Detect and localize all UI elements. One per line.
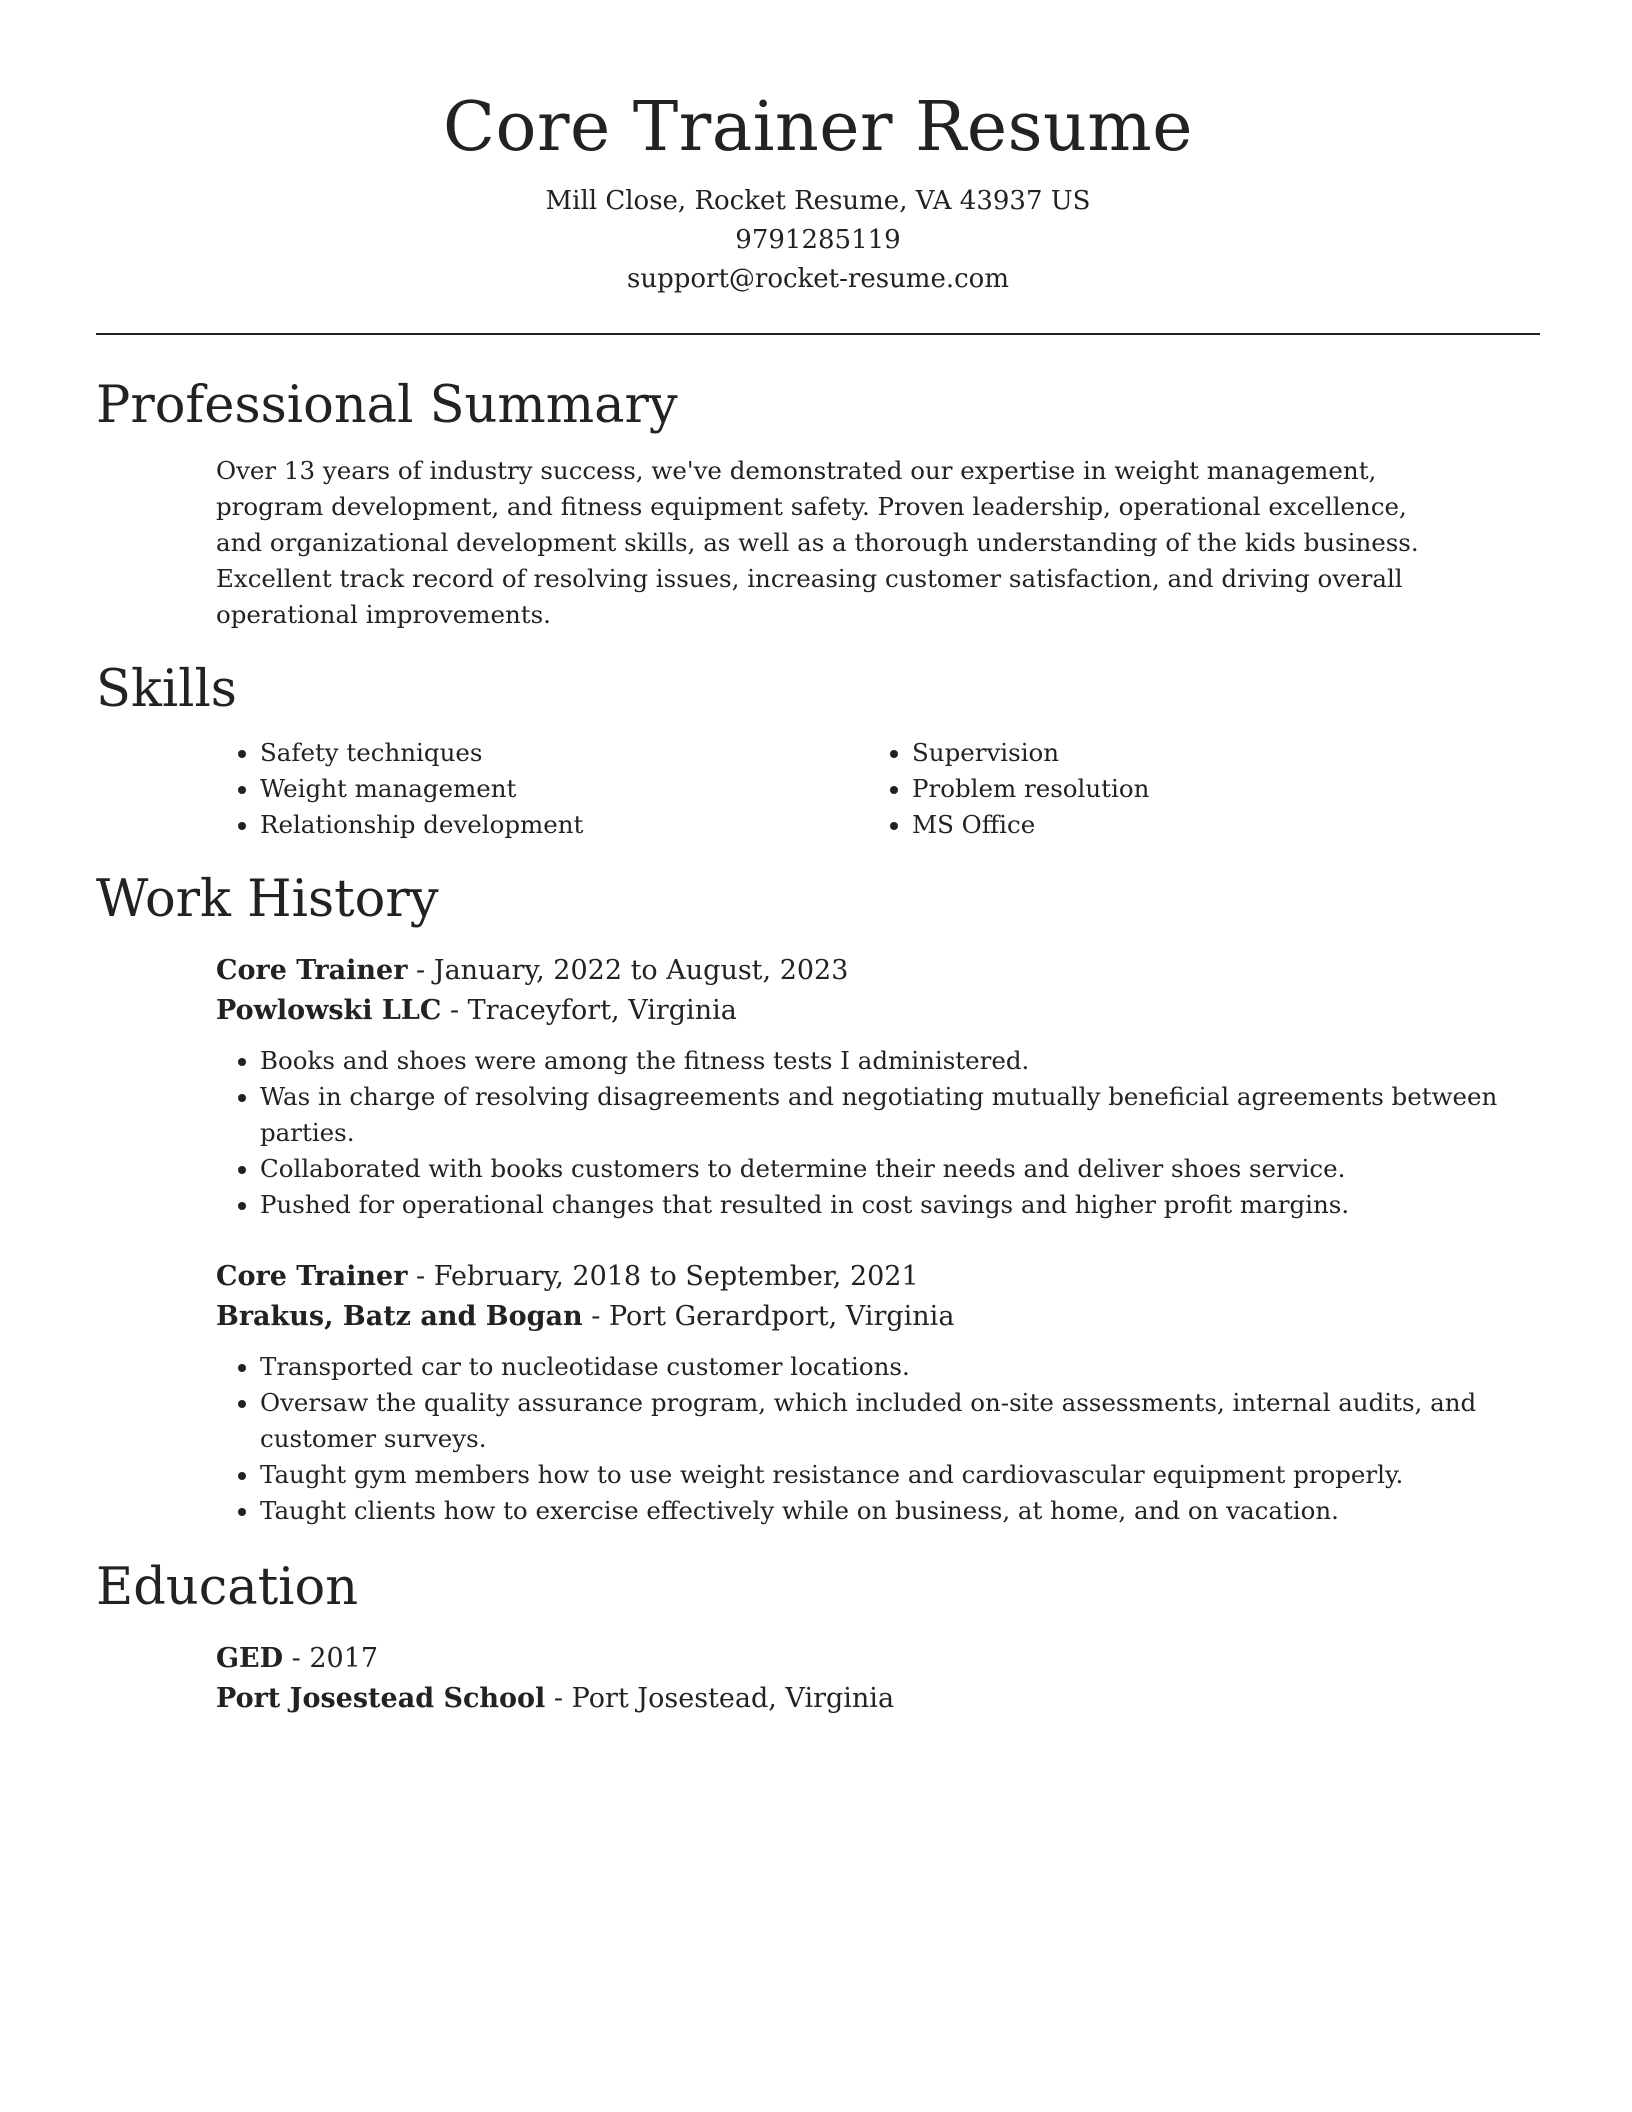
education-location: Port Josestead, Virginia bbox=[571, 1683, 895, 1714]
contact-info bbox=[96, 182, 1540, 299]
job-bullet: • Was in charge of resolving disagreements and negotiating mutually beneficial agreements between parties. bbox=[260, 1079, 1540, 1151]
job-company: Brakus, Batz and Bogan bbox=[216, 1301, 583, 1332]
education-school-line bbox=[216, 1679, 1540, 1719]
job-bullet: • Taught gym members how to use weight resistance and cardiovascular equipment properly. bbox=[260, 1457, 1540, 1493]
job-dates: February, 2018 to September, 2021 bbox=[433, 1261, 919, 1292]
separator: - bbox=[407, 955, 434, 986]
skill-item: • Weight management bbox=[260, 771, 868, 807]
education-degree-line bbox=[216, 1639, 1540, 1679]
contact-email: support@rocket-resume.com bbox=[626, 264, 1009, 294]
job-bullet: • Transported car to nucleotidase customer locations. bbox=[260, 1349, 1540, 1385]
job-location: Traceyfort, Virginia bbox=[467, 995, 737, 1026]
separator: - bbox=[283, 1643, 310, 1674]
education-school: Port Josestead School bbox=[216, 1683, 546, 1714]
skills-column-right bbox=[868, 735, 1520, 843]
summary-section bbox=[96, 373, 1540, 633]
job-bullets bbox=[216, 1043, 1540, 1223]
job-dates: January, 2022 to August, 2023 bbox=[433, 955, 849, 986]
job-title-line bbox=[216, 951, 1540, 991]
work-history-section bbox=[96, 867, 1540, 1529]
skill-item: • Relationship development bbox=[260, 807, 868, 843]
resume-header bbox=[96, 0, 1540, 299]
work-history-heading: Work History bbox=[96, 870, 439, 929]
skill-item: • Safety techniques bbox=[260, 735, 868, 771]
contact-phone: 9791285119 bbox=[735, 225, 901, 255]
separator: - bbox=[407, 1261, 434, 1292]
separator: - bbox=[441, 995, 468, 1026]
skills-grid bbox=[216, 735, 1540, 843]
header-divider bbox=[96, 333, 1540, 335]
job-title: Core Trainer bbox=[216, 955, 408, 986]
resume-page bbox=[96, 0, 1540, 1719]
separator: - bbox=[545, 1683, 572, 1714]
summary-text: Over 13 years of industry success, we've demonstrated our expertise in weight management, program development, and fitness equipment safety. Proven leadership, operational excellence, and organizational development skills, as well as a thorough understanding of the kids business. Excellent track record of resolving issues, increasing customer satisfaction, and driving overall operational improvements. bbox=[216, 456, 1419, 629]
job-company-line bbox=[216, 991, 1540, 1031]
job-bullet: • Books and shoes were among the fitness tests I administered. bbox=[260, 1043, 1540, 1079]
separator: - bbox=[582, 1301, 609, 1332]
skills-section bbox=[96, 657, 1540, 843]
job-bullet: • Oversaw the quality assurance program, which included on-site assessments, internal audits, and customer surveys. bbox=[260, 1385, 1540, 1457]
education-heading: Education bbox=[96, 1558, 359, 1617]
skills-heading: Skills bbox=[96, 660, 237, 719]
job-company: Powlowski LLC bbox=[216, 995, 442, 1026]
education-degree: GED bbox=[216, 1643, 284, 1674]
job-bullet: • Pushed for operational changes that resulted in cost savings and higher profit margins. bbox=[260, 1187, 1540, 1223]
job-entry bbox=[216, 951, 1540, 1223]
job-location: Port Gerardport, Virginia bbox=[608, 1301, 955, 1332]
job-title: Core Trainer bbox=[216, 1261, 408, 1292]
job-list bbox=[96, 951, 1540, 1529]
resume-title: Core Trainer Resume bbox=[443, 88, 1193, 167]
job-entry bbox=[216, 1257, 1540, 1529]
education-entry bbox=[216, 1639, 1540, 1719]
skill-item: • MS Office bbox=[912, 807, 1520, 843]
job-bullet: • Taught clients how to exercise effectively while on business, at home, and on vacation. bbox=[260, 1493, 1540, 1529]
skill-item: • Supervision bbox=[912, 735, 1520, 771]
job-company-line bbox=[216, 1297, 1540, 1337]
education-year: 2017 bbox=[309, 1643, 379, 1674]
job-bullet: • Collaborated with books customers to determine their needs and deliver shoes service. bbox=[260, 1151, 1540, 1187]
skill-item: • Problem resolution bbox=[912, 771, 1520, 807]
education-section bbox=[96, 1555, 1540, 1719]
contact-address: Mill Close, Rocket Resume, VA 43937 US bbox=[545, 186, 1091, 216]
job-title-line bbox=[216, 1257, 1540, 1297]
job-bullets bbox=[216, 1349, 1540, 1529]
summary-heading: Professional Summary bbox=[96, 376, 678, 435]
skills-column-left bbox=[216, 735, 868, 843]
